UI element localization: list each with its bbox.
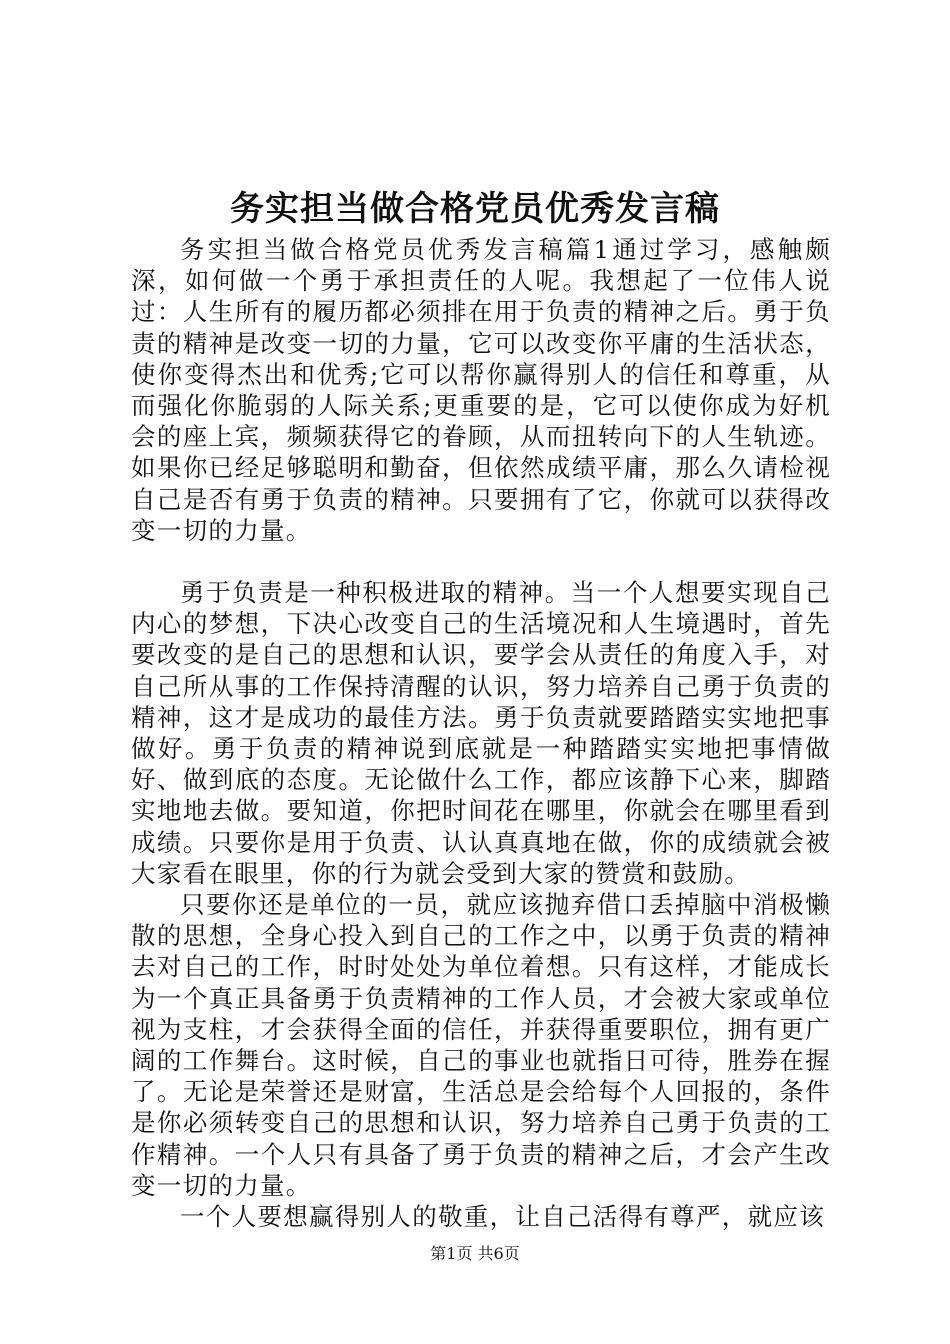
document-title: 务实担当做合格党员优秀发言稿 [230,189,720,229]
paragraph-spacer [131,546,831,577]
paragraph-2: 勇于负责是一种积极进取的精神。当一个人想要实现自己内心的梦想，下决心改变自己的生活境况和人生境遇时，首先要改变的是自己的思想和认识，要学会从责任的角度入手，对自己所从事的工作保持清醒的认识，努力培养自己勇于负责的精神，这才是成功的最佳方法。勇于负责就要踏踏实实地把事做好。勇于负责的精神说到底就是一种踏踏实实地把事情做好、做到底的态度。无论做什么工作，都应该静下心来，脚踏实地地去做。要知道，你把时间花在哪里，你就会在哪里看到成绩。只要你是用于负责、认认真真地在做，你的成绩就会被大家看在眼里，你的行为就会受到大家的赞赏和鼓励。 [131,578,831,888]
paragraph-1: 务实担当做合格党员优秀发言稿篇1通过学习，感触颇深，如何做一个勇于承担责任的人呢。我想起了一位伟人说过：人生所有的履历都必须排在用于负责的精神之后。勇于负责的精神是改变一切的力量，它可以改变你平庸的生活状态，使你变得杰出和优秀;它可以帮你赢得别人的信任和尊重，从而强化你脆弱的人际关系;更重要的是，它可以使你成为好机会的座上宾，频频获得它的眷顾，从而扭转向下的人生轨迹。如果你已经足够聪明和勤奋，但依然成绩平庸，那么久请检视自己是否有勇于负责的精神。只要拥有了它，你就可以获得改变一切的力量。 [131,235,831,545]
document-body [131,234,831,1232]
page-footer: 第1页 共6页 [430,1244,520,1263]
paragraph-3: 只要你还是单位的一员，就应该抛弃借口丢掉脑中消极懒散的思想，全身心投入到自己的工作之中，以勇于负责的精神去对自己的工作，时时处处为单位着想。只有这样，才能成长为一个真正具备勇于负责精神的工作人员，才会被大家或单位视为支柱，才会获得全面的信任，并获得重要职位，拥有更广阔的工作舞台。这时候，自己的事业也就指日可待，胜券在握了。无论是荣誉还是财富，生活总是会给每个人回报的，条件是你必须转变自己的思想和认识，努力培养自己勇于负责的工作精神。一个人只有具备了勇于负责的精神之后，才会产生改变一切的力量。 [131,890,831,1200]
paragraph-4: 一个人要想赢得别人的敬重，让自己活得有尊严，就应该 [180,1202,825,1232]
